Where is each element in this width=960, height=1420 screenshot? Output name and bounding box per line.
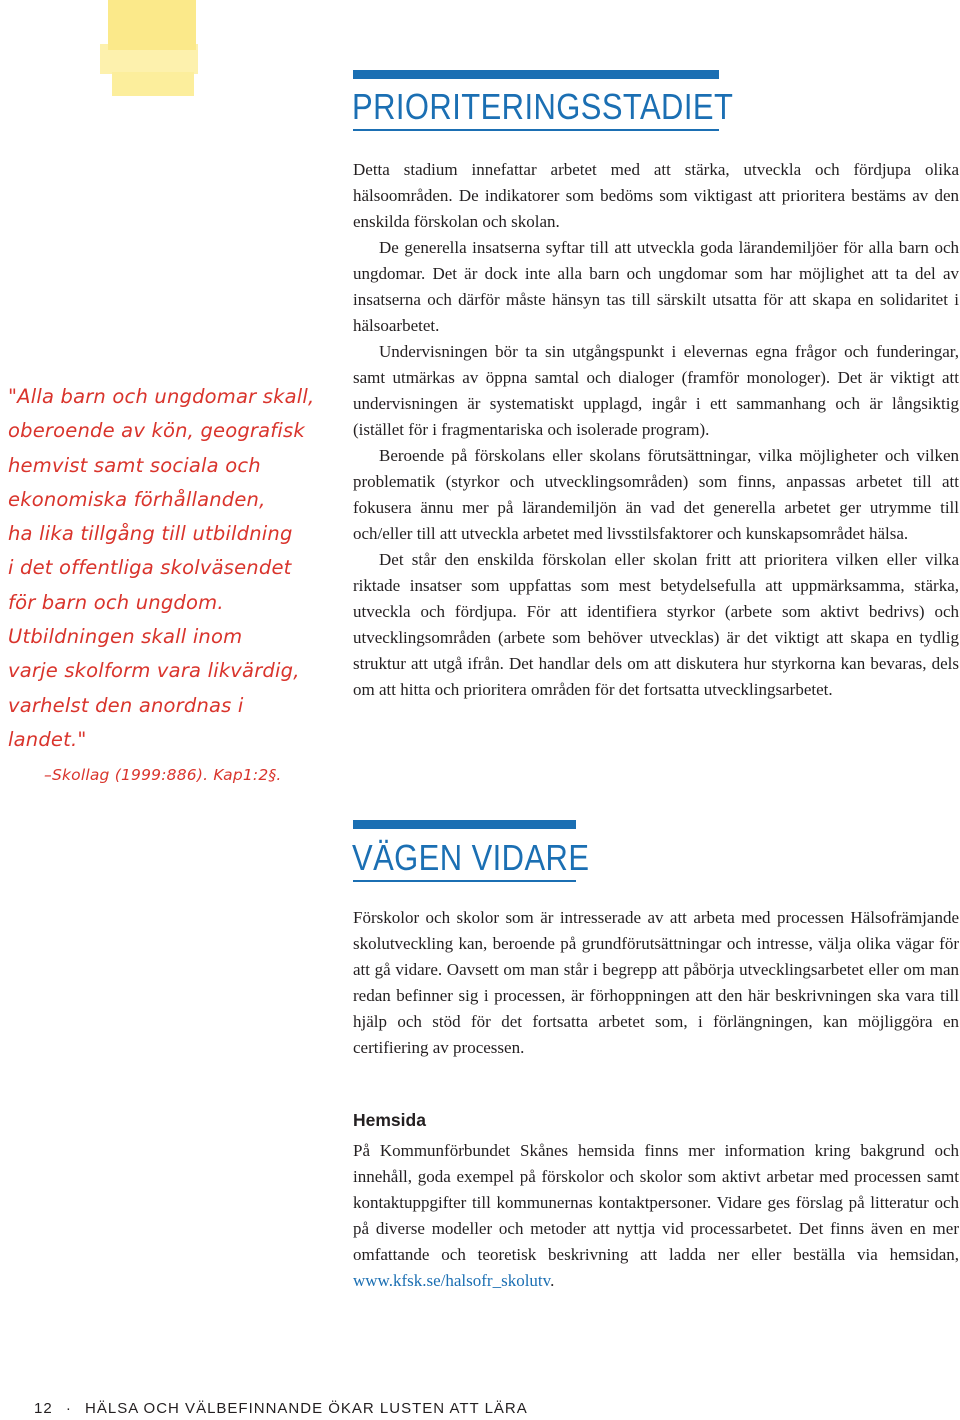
quote-line: hemvist samt sociala och — [8, 453, 261, 477]
section-heading-bar — [353, 70, 719, 79]
quote-line: för barn och ungdom. — [8, 590, 224, 614]
quote-line: varhelst den anordnas i — [8, 693, 244, 717]
hemsida-body — [353, 1138, 959, 1294]
paragraph: De generella insatserna syftar till att utveckla goda lärandemiljöer för alla barn och ungdomar. Det är dock inte alla barn och ungdomar som har möjlighet att ta del av insatserna och därför måste hänsyn tas till särskilt utsatta för att skapa en solidaritet i hälsoarbetet. — [353, 238, 959, 335]
section-heading-bar — [353, 820, 576, 829]
page-footer — [34, 1400, 528, 1417]
quote-line: i det offentliga skolväsendet — [8, 556, 292, 580]
quote-line: ekonomiska förhållanden, — [8, 487, 266, 511]
paragraph: Beroende på förskolans eller skolans förutsättningar, vilka möjligheter och vilken problematik (styrkor och utvecklingsområden) som finns, anpassas arbetet till att fokusera ännu mer på lärandemiljön än vad det generella arbetet ger utrymme till och/eller till att utveckla arbetet med livsstilsfaktorer och kunskapsområdet hälsa. — [353, 446, 959, 543]
paragraph: Förskolor och skolor som är intresserade av att arbeta med processen Hälsofrämjande skolutveckling kan, beroende på grundförutsättningar och intresse, välja olika vägar för att gå vidare. Oavsett om man står i begrepp att påbörja utvecklingsarbetet eller om man redan befinner sig i processen, är förhoppningen att den här beskrivningen ska vara till hjälp och stöd för det fortsatta arbetet som, i förlängningen, kan möjliggöra en certifiering av processen. — [353, 908, 959, 1057]
quote-source: –Skollag (1999:886). Kap1:2§. — [44, 766, 282, 785]
paragraph-end: . — [550, 1271, 555, 1290]
yellow-tape-decoration — [108, 0, 196, 50]
website-link[interactable]: www.kfsk.se/halsofr_skolutv — [353, 1271, 551, 1290]
page-number: 12 — [34, 1400, 53, 1417]
quote-line: ha lika tillgång till utbildning — [8, 522, 293, 546]
section-heading-rule — [353, 880, 576, 882]
paragraph-text: På Kommunförbundet Skånes hemsida finns mer information kring bakgrund och innehåll, goda exempel på förskolor och skolor som aktivt arbetar med processen samt kontaktuppgifter till kommunernas kontaktpersoner. Vidare ges förslag på litteratur och på diverse modeller och metoder att nyttja vid processarbetet. Det finns även en mer omfattande och teoretisk beskrivning att ladda ner eller beställa via hemsidan, — [353, 1141, 959, 1264]
quote-line: landet." — [8, 727, 87, 751]
footer-title: HÄLSA OCH VÄLBEFINNANDE ÖKAR LUSTEN ATT LÄRA — [85, 1400, 528, 1417]
yellow-tape-decoration — [112, 72, 194, 96]
subheading-hemsida: Hemsida — [353, 1110, 426, 1130]
section1-body — [353, 157, 959, 703]
sidebar-quote — [8, 380, 315, 793]
quote-line: Utbildningen skall inom — [8, 625, 243, 649]
section-heading-vagen-vidare: VÄGEN VIDARE — [352, 837, 590, 878]
quote-line: varje skolform vara likvärdig, — [8, 659, 300, 683]
paragraph: Det står den enskilda förskolan eller skolan fritt att prioritera vilken eller vilka riktade insatser som uppfattas som mest betydelsefulla att uppmärksamma, stärka, utveckla och fördjupa. För att identifiera styrkor (arbete som aktivt bedrivs) och utvecklingsområden (arbete som behöver utvecklas) är det viktigt att skapa en tydlig struktur att utgå ifrån. Det handlar dels om att diskutera hur styrkorna kan bevaras, dels om att hitta och prioritera områden för det fortsatta utvecklingsarbetet. — [353, 550, 959, 699]
footer-separator: · — [65, 1400, 72, 1417]
paragraph: Detta stadium innefattar arbetet med att stärka, utveckla och fördjupa olika hälsoområden. De indikatorer som bedöms som viktigast att prioritera bestäms av den enskilda förskolan och skolan. — [353, 160, 959, 231]
section2-body — [353, 905, 959, 1061]
quote-line: oberoende av kön, geografisk — [8, 419, 305, 443]
paragraph — [353, 1138, 959, 1294]
section-heading-prioriteringsstadiet: PRIORITERINGSSTADIET — [352, 86, 734, 127]
paragraph: Undervisningen bör ta sin utgångspunkt i elevernas egna frågor och funderingar, samt utmärkas av öppna samtal och dialoger (framför monologer). Det är viktigt att undervisningen är systematiskt upplagd, ingår i ett sammanhang och är långsiktig (istället för i fragmentariska och isolerade program). — [353, 342, 959, 439]
section-heading-rule — [353, 129, 719, 131]
quote-line: "Alla barn och ungdomar skall, — [8, 385, 315, 408]
